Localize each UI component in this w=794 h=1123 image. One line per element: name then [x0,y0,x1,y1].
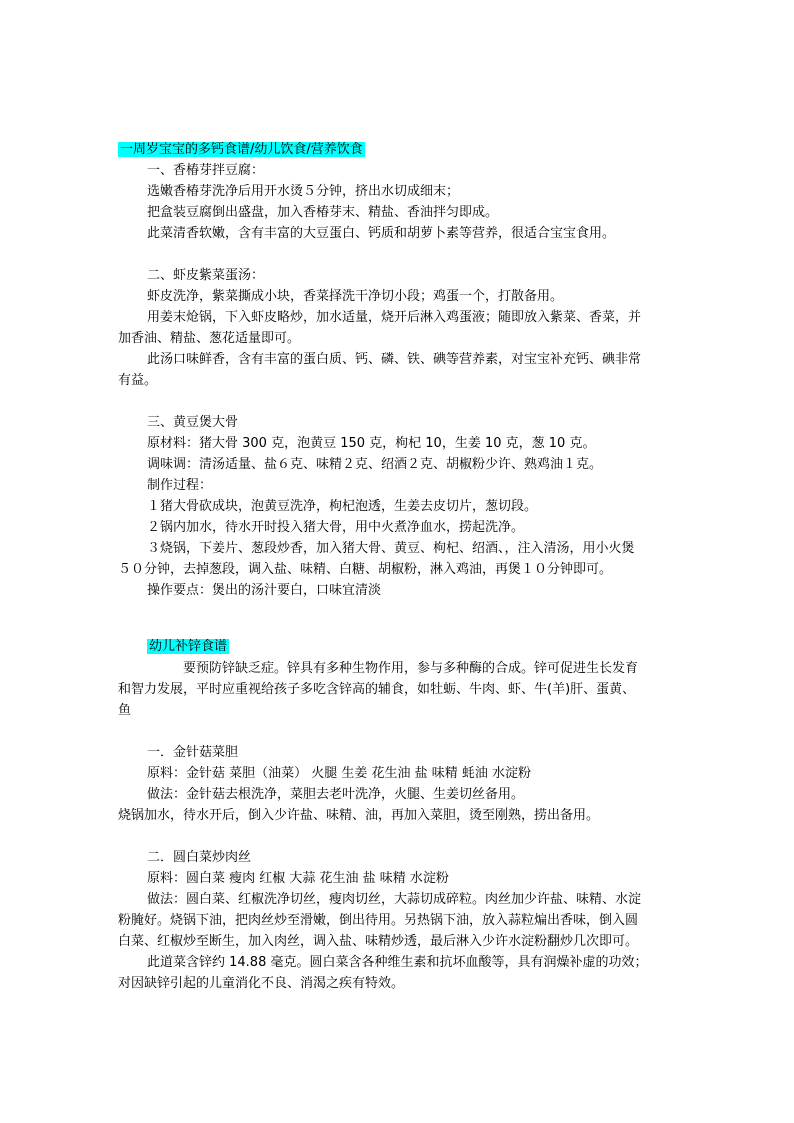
recipe-line: 原料：金针菇 菜胆（油菜） 火腿 生姜 花生油 盐 味精 蚝油 水淀粉 [147,766,532,781]
recipe-line: 白菜、红椒炒至断生，加入肉丝，调入盐、味精炒透，最后淋入少许水淀粉翻炒几次即可。 [118,934,639,949]
intro-line: 鱼 [118,703,132,718]
recipe-line: ３烧锅，下姜片、葱段炒香，加入猪大骨、黄豆、枸杞、绍酒、，注入清汤，用小火煲 [147,541,635,556]
recipe-title: 三、黄豆煲大骨 [147,415,239,430]
intro-line: 要预防锌缺乏症。锌具有多种生物作用，参与多种酶的合成。锌可促进生长发育 [183,661,639,676]
recipe-line: 虾皮洗净，紫菜撕成小块，香菜择洗干净切小段；鸡蛋一个，打散备用。 [147,289,564,304]
recipe-line: 原料：圆白菜 瘦肉 红椒 大蒜 花生油 盐 味精 水淀粉 [147,871,449,886]
recipe-title: 一、香椿芽拌豆腐： [147,163,265,178]
recipe-line: 调味调：清汤适量、盐６克、味精２克、绍酒２克、胡椒粉少许、熟鸡油１克。 [147,457,603,472]
recipe-title: 二．圆白菜炒肉丝 [147,850,252,865]
recipe-line: 加香油、精盐、葱花适量即可。 [118,331,301,346]
recipe-line: ５０分钟，去掉葱段，调入盐、味精、白糖、胡椒粉，淋入鸡油，再煲１０分钟即可。 [118,562,613,577]
section-title-zinc: 幼儿补锌食谱 [149,639,228,654]
recipe-line: 对因缺锌引起的儿童消化不良、消渴之疾有特效。 [118,976,405,991]
recipe-line: 烧锅加水，待水开后，倒入少许盐、味精、油，再加入菜胆，烫至刚熟，捞出备用。 [118,808,600,823]
recipe-line: 此菜清香软嫩，含有丰富的大豆蛋白、钙质和胡萝卜素等营养，很适合宝宝食用。 [147,226,616,241]
recipe-title: 一．金针菇菜胆 [147,745,239,760]
recipe-line: ２锅内加水，待水开时投入猪大骨，用中火煮净血水，捞起洗净。 [147,520,525,535]
recipe-title: 二、虾皮紫菜蛋汤： [147,268,265,283]
recipe-line: 此道菜含锌约 14.88 毫克。圆白菜含各种维生素和抗坏血酸等，具有润燥补虚的功效； [147,955,648,970]
recipe-line: 选嫩香椿芽洗净后用开水烫５分钟，挤出水切成细末； [147,184,460,199]
recipe-line: 有益。 [118,373,158,388]
intro-line: 和智力发展，平时应重视给孩子多吃含锌高的辅食，如牡蛎、牛肉、虾、牛(羊)肝、蛋黄、 [118,682,636,697]
recipe-line: 此汤口味鲜香，含有丰富的蛋白质、钙、磷、铁、碘等营养素，对宝宝补充钙、碘非常 [147,352,642,367]
recipe-line: 用姜末炝锅，下入虾皮略炒，加水适量，烧开后淋入鸡蛋液；随即放入紫菜、香菜，并 [147,310,642,325]
recipe-line: 粉腌好。烧锅下油，把肉丝炒至滑嫩，倒出待用。另热锅下油，放入蒜粒煸出香味，倒入圆 [118,913,639,928]
section-title-calcium: 一周岁宝宝的多钙食谱/幼儿饮食/营养饮食 [120,142,363,157]
recipe-line: 制作过程： [147,478,213,493]
recipe-line: 原材料：猪大骨 300 克，泡黄豆 150 克，枸杞 10，生姜 10 克，葱 10 克。 [147,436,596,451]
recipe-line: 把盒装豆腐倒出盛盘，加入香椿芽末、精盐、香油拌匀即成。 [147,205,499,220]
recipe-line: １猪大骨砍成块，泡黄豆洗净，枸杞泡透，生姜去皮切片，葱切段。 [147,499,538,514]
recipe-line: 操作要点：煲出的汤汁要白，口味宜清淡 [147,583,382,598]
recipe-line: 做法：圆白菜、红椒洗净切丝，瘦肉切丝，大蒜切成碎粒。肉丝加少许盐、味精、水淀 [147,892,642,907]
recipe-line: 做法：金针菇去根洗净，菜胆去老叶洗净，火腿、生姜切丝备用。 [147,787,525,802]
